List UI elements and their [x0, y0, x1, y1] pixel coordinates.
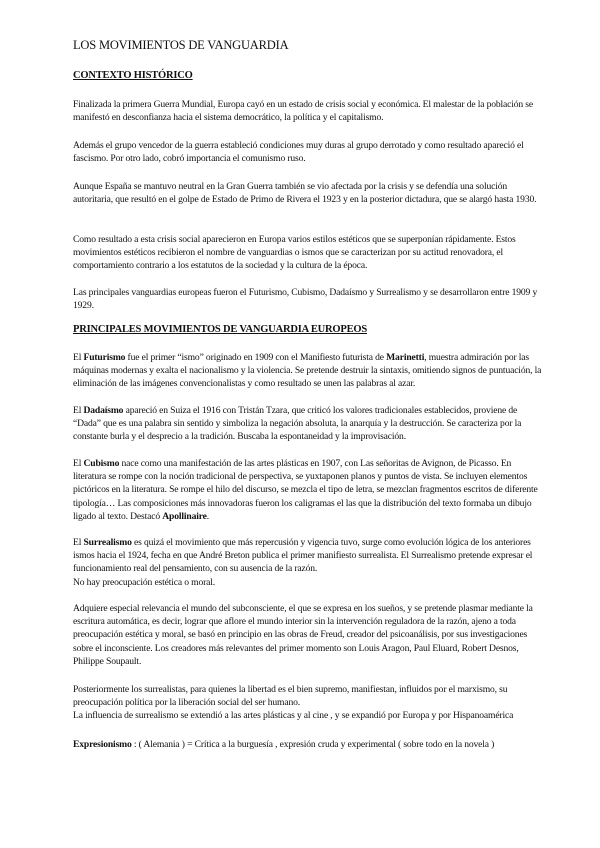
dadaismo-paragraph [73, 404, 545, 444]
futurismo-text-2: , muestra admiración por las máquinas modernas y exalta el nacionalismo y la violencia. Se pretende destruir la sintaxis, omitiendo signos de puntuación, la eliminación de las imágenes convencionalistas y como resultado se unen las palabras al azar. [73, 352, 542, 390]
surrealismo-line-2: No hay preocupación estética o moral. [73, 576, 216, 588]
expresionismo-text: : ( Alemania ) = Crítica a la burguesía , expresión cruda y experimental ( sobre todo en la novela ) [131, 739, 495, 750]
dadaismo-lead: El [73, 405, 84, 416]
context-paragraph-1: Finalizada la primera Guerra Mundial, Europa cayó en un estado de crisis social y económica. El malestar de la población se manifestó en desconfianza hacia el sistema democrático, la política y el capitalismo. [73, 99, 533, 124]
surrealismo-p3-text: Posteriormente los surrealistas, para quienes la libertad es el bien supremo, manifiestan, influidos por el marxismo, su preocupación política por la liberación social del ser humano. [73, 684, 508, 709]
futurismo-lead: El [73, 352, 84, 363]
cubismo-text-1: nace como una manifestación de las artes plásticas en 1907, con Las señoritas de Avignon, de Picasso. En literatura se rompe con la noción tradicional de perspectiva, se yuxtaponen planos y puntos de vista. Se incluyen elementos pictóricos en la literatura. Se rompe el hilo del discurso, se mezcla el tipo de letra, se mezclan fragmentos escritos de diferente tipología… Las composiciones más innovadoras fueron los caligramas el las que la distribución del texto formaba un dibujo ligado al texto. Destacó [73, 458, 538, 522]
dadaismo-text: apareció en Suiza el 1916 con Tristán Tzara, que criticó los valores tradicionales establecidos, proviene de “Dada” que es una palabra sin sentido y simboliza la negación absoluta, la anarquía y la destrucción. Se caracteriza por la constante burla y el desprecio a la tradición. Buscaba la espontaneidad y la improvisación. [73, 405, 522, 443]
document-title: LOS MOVIMIENTOS DE VANGUARDIA [73, 38, 289, 52]
surrealismo-paragraph [73, 536, 545, 589]
context-paragraph-3: Aunque España se mantuvo neutral en la Gran Guerra también se vio afectada por la crisis y se defendía una solución autoritaria, que resultó en el golpe de Estado de Primo de Rivera el 1923 y en la posterior dictadura, que se alargó hasta 1930. [73, 181, 537, 206]
futurismo-term: Futurismo [83, 352, 126, 363]
context-paragraph-2: Además el grupo vencedor de la guerra estableció condiciones muy duras al grupo derrotado y como resultado apareció el fascismo. Por otro lado, cobró importancia el comunismo ruso. [73, 140, 524, 165]
futurismo-text-1: fue el primer “ismo” originado en 1909 con el Manifiesto futurista de [125, 352, 387, 363]
surrealismo-p3-line-2: La influencia de surrealismo se extendió a las artes plásticas y al cine , y se expandió por Europa y por Hispanoamérica [73, 710, 514, 722]
context-paragraph-4: Como resultado a esta crisis social aparecieron en Europa varios estilos estéticos que se superponían rápidamente. Estos movimientos estéticos recibieron el nombre de vanguardias o ismos que se caracterizan por su actitud renovadora, el comportamiento contrario a los estatutos de la sociedad y la cultura de la época. [73, 234, 516, 272]
marinetti-name: Marinetti [386, 352, 425, 363]
surrealismo-paragraph-2: Adquiere especial relevancia el mundo del subconsciente, el que se expresa en los sueños, y se pretende plasmar mediante la escritura automática, es decir, lograr que aflore el mundo interior sin la intervención reguladora de la razón, ajeno a toda preocupación estética y moral, se basó en principio en las obras de Freud, creador del psicoanálisis, por sus investigaciones sobre el inconsciente. Los creadores más relevantes del primer momento son Louis Aragon, Paul Eluard, Robert Desnos, Philippe Soupault. [73, 603, 533, 667]
surrealismo-text: es quizá el movimiento que más repercusión y vigencia tuvo, surge como evolución lógica de los anteriores ismos hacia el 1924, fecha en que André Breton publica el primer manifiesto surrealista. El Surrealismo pretende expresar el funcionamiento real del pensamiento, con su ausencia de la razón. [73, 537, 533, 575]
context-heading: CONTEXTO HISTÓRICO [73, 70, 193, 81]
cubismo-paragraph [73, 457, 545, 523]
cubismo-text-2: . [206, 510, 210, 522]
expresionismo-term: Expresionismo [73, 739, 132, 750]
apollinaire-name: Apollinaire [162, 510, 207, 522]
surrealismo-paragraph-3 [73, 683, 545, 723]
cubismo-lead: El [73, 458, 84, 469]
surrealismo-term: Surrealismo [83, 537, 132, 548]
expresionismo-paragraph [73, 738, 545, 751]
movements-heading: PRINCIPALES MOVIMIENTOS DE VANGUARDIA EUROPEOS [73, 324, 367, 335]
futurismo-paragraph [73, 351, 545, 391]
surrealismo-lead: El [73, 537, 84, 548]
cubismo-term: Cubismo [83, 458, 120, 469]
context-paragraph-5: Las principales vanguardias europeas fueron el Futurismo, Cubismo, Dadaísmo y Surrealismo y se desarrollaron entre 1909 y 1929. [73, 287, 538, 312]
dadaismo-term: Dadaísmo [83, 405, 124, 416]
